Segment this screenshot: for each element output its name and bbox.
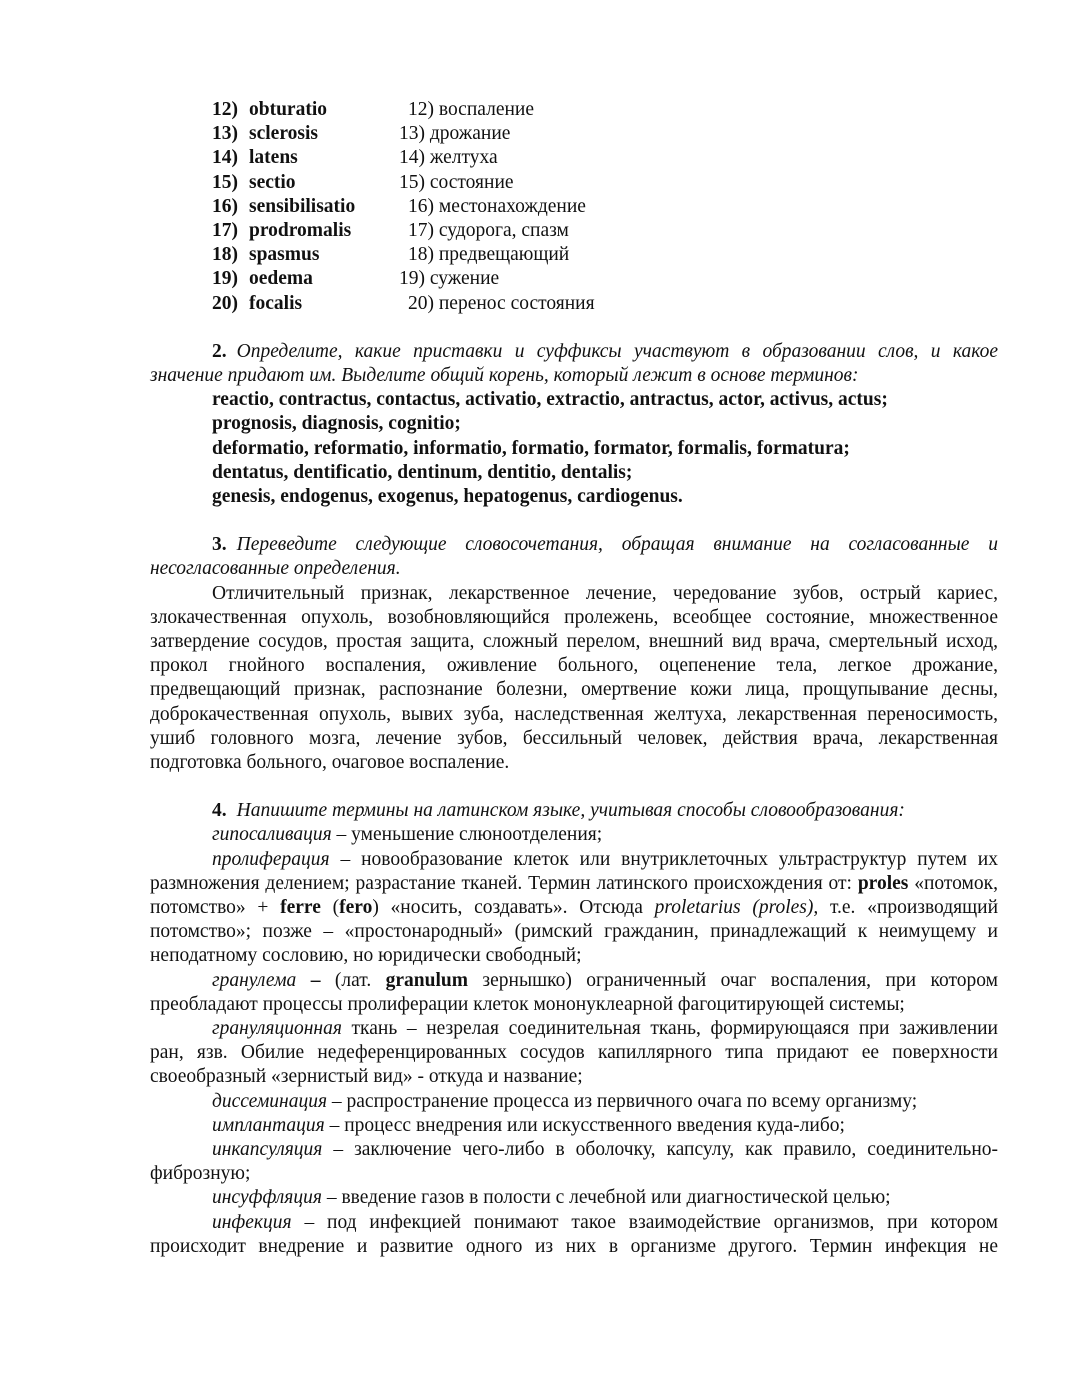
task-2-text: Определите, какие приставки и суффиксы участвуют в образовании слов, и какое значение придают им. Выделите общий корень, который лежит в основе терминов: [150,340,998,386]
vocab-num: 14) [212,147,238,169]
vocab-russian: 15) состояние [399,171,514,193]
term-name: имплантация [212,1114,325,1136]
definition-granuloma [150,969,998,1017]
term-name: инфекция [212,1211,292,1233]
definition-incapsulation [150,1138,998,1186]
term-definition: – под инфекцией понимают такое взаимодействие организмов, при котором происходит внедрение и развитие одного из них в организме другого. Термин инфекция не [150,1211,998,1257]
term-name: пролиферация [212,848,330,870]
term-definition: «потомок, потомство» + [150,872,998,918]
vocab-list [150,98,998,316]
vocab-latin: sensibilisatio [249,195,356,217]
vocab-latin: spasmus [249,244,320,266]
vocab-russian: 20) перенос состояния [408,292,595,314]
vocab-latin: sclerosis [249,123,318,145]
term-definition: ткань – незрелая соединительная ткань, формирующаяся при заживлении ран, язв. Обилие недеференцированных сосудов капиллярного типа придают ее поверхности своеобразный «зернистый вид» - откуда и название; [150,1017,998,1088]
term-line: reactio, contractus, contactus, activatio, extractio, antractus, actor, activus, actus; [212,389,888,411]
task-4-heading [150,799,998,823]
term-definition: – заключение чего-либо в оболочку, капсулу, как правило, соединительно-фиброзную; [150,1138,998,1185]
latin-word: fero [339,896,373,918]
vocab-russian: 18) предвещающий [408,244,570,266]
vocab-russian: 19) сужение [399,268,500,290]
vocab-latin: sectio [249,171,296,193]
vocab-latin: oedema [249,268,313,290]
task-2-heading [150,340,998,388]
vocab-num: 18) [212,244,238,266]
latin-word: ferre [280,896,321,918]
task-3-body: Отличительный признак, лекарственное лечение, чередование зубов, острый кариес, злокачественная опухоль, возобновляющийся пролежень, всеобщее состояние, множественное затвердение сосудов, простая защита, сложный перелом, внешний вид врача, смертельный исход, прокол гнойного воспаления, оживление больного, оцепенение тела, легкое дрожание, предвещающий признак, распознание болезни, омертвение кожи лица, прощупывание десны, доброкачественная опухоль, вывих зуба, наследственная желтуха, лекарственная переносимость, ушиб головного мозга, лечение зубов, бессильный человек, действия врача, лекарственная подготовка больного, очаговое воспаление. [150,582,998,773]
page [150,98,998,1259]
term-line: genesis, endogenus, exogenus, hepatogenus, cardiogenus. [212,485,683,507]
task-4-text: Напишите термины на латинском языке, учитывая способы словообразования: [236,800,905,822]
latin-word: proles [857,872,909,894]
vocab-num: 12) [212,99,238,120]
definition-hyposalivation [150,823,998,847]
vocab-row [150,171,998,195]
term-definition: ( [320,896,340,918]
vocab-num: 13) [212,123,238,145]
term-definition: – уменьшение слюноотделения; [331,824,603,846]
term-definition: – процесс внедрения или искусственного введения куда-либо; [324,1114,845,1136]
task-3-heading [150,533,998,581]
vocab-num: 17) [212,219,238,241]
vocab-latin: obturatio [249,99,327,120]
term-line: deformatio, reformatio, informatio, formatio, formator, formalis, formatura; [212,437,850,459]
term-name: инсуффляция [212,1187,322,1209]
task-2-terms [150,388,998,509]
latin-word: granulum [385,969,468,991]
vocab-num: 16) [212,195,238,217]
vocab-latin: latens [249,147,298,169]
task-number: 3. [212,534,227,556]
vocab-num: 19) [212,268,238,290]
vocab-row [150,219,998,243]
definition-granulation-tissue [150,1017,998,1090]
task-3-text: Переведите следующие словосочетания, обращая внимание на согласованные и несогласованные определения. [150,534,998,580]
term-name: диссеминация [212,1090,328,1112]
term-definition: – новообразование клеток или внутриклеточных ультраструктур путем их размножения делением; разрастание тканей. Термин латинского происхождения от: [150,848,998,894]
term-definition: (лат. [320,969,386,991]
term-name: гипосаливация [212,824,332,846]
definition-dissemination [150,1090,998,1114]
vocab-row [150,267,998,291]
definition-insufflation [150,1186,998,1210]
vocab-latin: focalis [249,292,303,314]
vocab-row [150,292,998,316]
term-line: dentatus, dentificatio, dentinum, dentitio, dentalis; [212,461,633,483]
vocab-russian: 13) дрожание [399,123,511,145]
task-number: 2. [212,340,227,362]
vocab-russian: 14) желтуха [399,147,498,169]
term-definition: т.е. «производящий потомство»; позже – «простонародный» (римский гражданин, принадлежащий к неимущему и неподатному сословию, но юридически свободный; [150,896,999,967]
vocab-row [150,98,998,122]
term-definition: зернышко) ограниченный очаг воспаления, при котором преобладают процессы пролиферации клеток мононуклеарной фагоцитирующей системы; [150,969,999,1015]
vocab-row [150,195,998,219]
vocab-num: 20) [212,292,238,314]
vocab-row [150,146,998,170]
term-definition: – введение газов в полости с лечебной или диагностической целью; [321,1187,891,1209]
term-definition: ) «носить, создавать». Отсюда [372,896,655,918]
definition-proliferation [150,848,998,969]
vocab-russian: 16) местонахождение [408,195,586,217]
vocab-latin: prodromalis [249,219,352,241]
term-line: prognosis, diagnosis, cognitio; [212,413,461,435]
vocab-russian: 17) судорога, спазм [408,219,569,241]
task-number: 4. [212,800,227,822]
definition-implantation [150,1114,998,1138]
term-name: гранулема [212,969,297,991]
term-definition: – распространение процесса из первичного очага по всему организму; [327,1090,918,1112]
definition-infection [150,1211,998,1259]
term-name: инкапсуляция [212,1138,323,1160]
term-name: грануляционная [212,1017,342,1039]
dash: – [296,969,321,991]
vocab-row [150,122,998,146]
vocab-num: 15) [212,171,238,193]
vocab-russian: 12) воспаление [408,99,535,120]
latin-word: proletarius (proles), [654,896,819,918]
vocab-row [150,243,998,267]
